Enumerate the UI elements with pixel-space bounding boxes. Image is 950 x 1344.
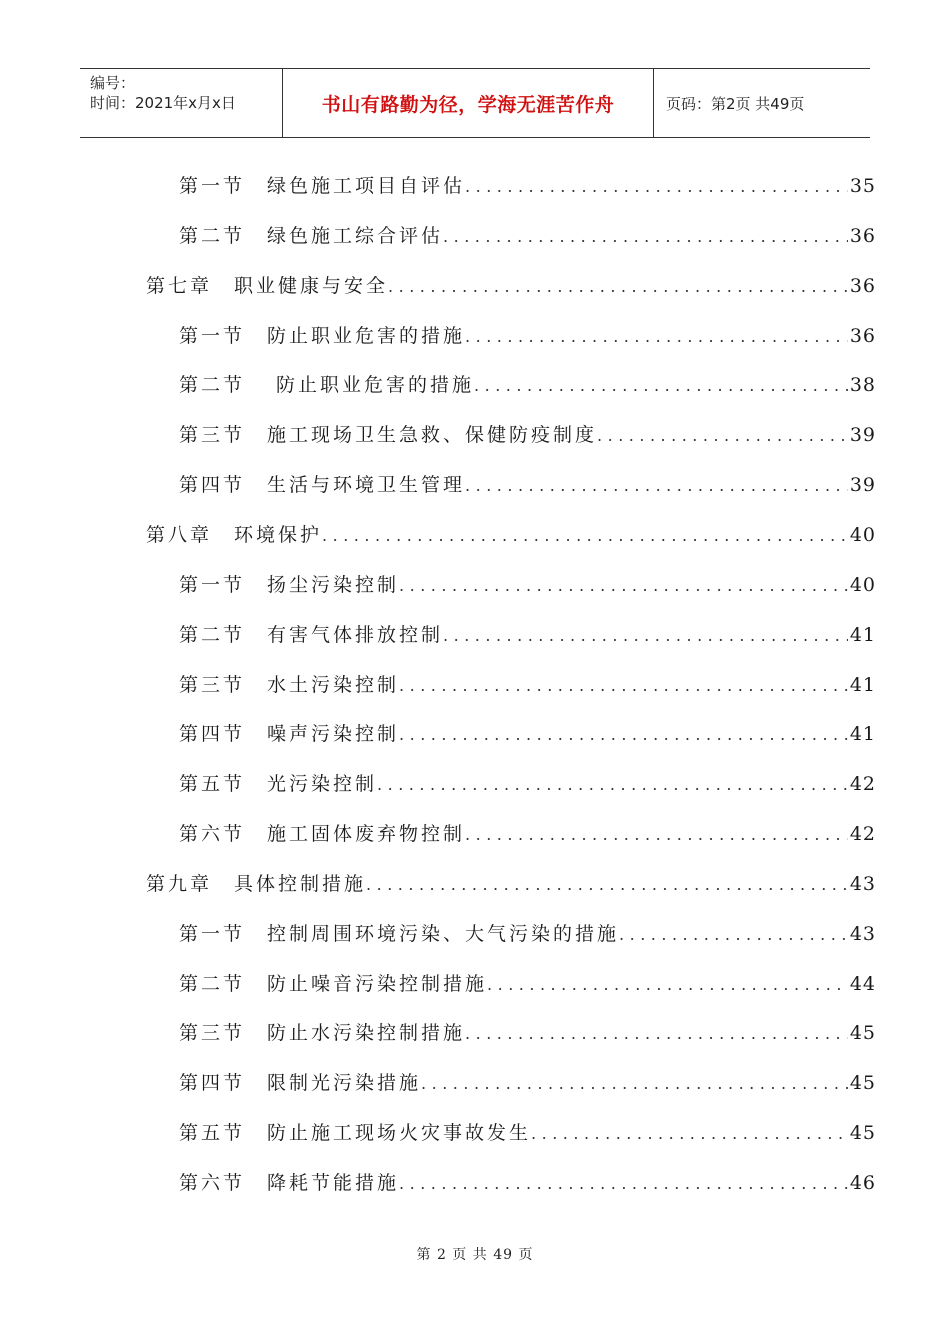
header-page-info: 页码：第2页 共49页 [666,94,805,113]
toc-section-entry[interactable] [179,420,876,450]
toc-entry-title: 第三节 防止水污染控制措施 [179,1022,466,1044]
document-number-label: 编号： [90,74,136,92]
toc-page-number: 40 [849,524,876,546]
toc-entry-title: 第五节 光污染控制 [179,773,378,795]
toc-entry-title: 第六节 降耗节能措施 [179,1172,400,1194]
toc-page-number: 35 [849,175,876,197]
toc-dot-leader [465,177,848,196]
toc-section-entry[interactable] [179,620,876,650]
toc-dot-leader [443,626,848,645]
toc-section-entry[interactable] [179,919,876,949]
toc-page-number: 41 [849,674,876,696]
toc-page-number: 39 [849,424,876,446]
toc-page-number: 44 [849,973,876,995]
toc-entry-title: 第一节 扬尘污染控制 [179,574,400,596]
toc-section-entry[interactable] [179,470,876,500]
toc-section-entry[interactable] [179,1018,876,1048]
toc-entry-title: 第八章 环境保护 [146,524,323,546]
toc-entry-title: 第一节 控制周围环境污染、大气污染的措施 [179,923,620,945]
header-motto-cell [282,69,654,137]
toc-entry-title: 第一节 绿色施工项目自评估 [179,175,466,197]
header-page-info-cell [654,69,870,137]
toc-dot-leader [377,775,848,794]
toc-entry-title: 第四节 生活与环境卫生管理 [179,474,466,496]
toc-entry-title: 第二节 绿色施工综合评估 [179,225,444,247]
header-meta [80,69,282,137]
toc-section-entry[interactable] [179,670,876,700]
toc-dot-leader [399,676,848,695]
toc-dot-leader [322,526,848,545]
toc-chapter-entry[interactable] [146,271,876,301]
toc-page-number: 39 [849,474,876,496]
toc-page-number: 36 [849,225,876,247]
toc-dot-leader [597,426,848,445]
toc-page-number: 36 [849,325,876,347]
toc-section-entry[interactable] [179,321,876,351]
toc-entry-title: 第九章 具体控制措施 [146,873,367,895]
toc-section-entry[interactable] [179,221,876,251]
toc-dot-leader [619,925,848,944]
toc-section-entry[interactable] [179,969,876,999]
toc-entry-title: 第三节 施工现场卫生急救、保健防疫制度 [179,424,598,446]
toc-entry-title: 第四节 限制光污染措施 [179,1072,422,1094]
toc-entry-title: 第二节 防止职业危害的措施 [179,374,475,396]
toc-section-entry[interactable] [179,769,876,799]
toc-page-number: 45 [849,1122,876,1144]
toc-dot-leader [474,376,848,395]
toc-page-number: 40 [849,574,876,596]
toc-entry-title: 第七章 职业健康与安全 [146,275,389,297]
toc-dot-leader [487,975,848,994]
toc-page-number: 43 [849,923,876,945]
toc-dot-leader [465,825,848,844]
toc-chapter-entry[interactable] [146,869,876,899]
toc-dot-leader [366,875,848,894]
toc-entry-title: 第二节 有害气体排放控制 [179,624,444,646]
toc-dot-leader [531,1124,848,1143]
page-footer: 第 2 页 共 49 页 [416,1247,534,1263]
toc-entry-title: 第二节 防止噪音污染控制措施 [179,973,488,995]
toc-page-number: 41 [849,624,876,646]
toc-dot-leader [388,277,848,296]
toc-page-number: 43 [849,873,876,895]
toc-page-number: 42 [849,823,876,845]
toc-dot-leader [399,725,848,744]
toc-page-number: 46 [849,1172,876,1194]
toc-entry-title: 第五节 防止施工现场火灾事故发生 [179,1122,532,1144]
toc-dot-leader [465,1024,848,1043]
toc-page-number: 36 [849,275,876,297]
toc-page-number: 38 [849,374,876,396]
toc-page-number: 45 [849,1072,876,1094]
toc-section-entry[interactable] [179,819,876,849]
document-date: 时间：2021年x月x日 [90,94,236,112]
toc-entry-title: 第三节 水土污染控制 [179,674,400,696]
toc-section-entry[interactable] [179,570,876,600]
toc-entry-title: 第四节 噪声污染控制 [179,723,400,745]
toc-page-number: 41 [849,723,876,745]
toc-entry-title: 第一节 防止职业危害的措施 [179,325,466,347]
toc-entry-title: 第六节 施工固体废弃物控制 [179,823,466,845]
toc-section-entry[interactable] [179,719,876,749]
toc-dot-leader [465,476,848,495]
header-motto: 书山有路勤为径，学海无涯苦作舟 [321,93,615,116]
toc-section-entry[interactable] [179,1118,876,1148]
toc-section-entry[interactable] [179,171,876,201]
toc-section-entry[interactable] [179,370,876,400]
toc-dot-leader [443,227,848,246]
toc-page-number: 42 [849,773,876,795]
toc-chapter-entry[interactable] [146,520,876,550]
toc-section-entry[interactable] [179,1068,876,1098]
toc-dot-leader [465,327,848,346]
toc-dot-leader [399,1174,848,1193]
toc-page-number: 45 [849,1022,876,1044]
toc-dot-leader [421,1074,848,1093]
toc-section-entry[interactable] [179,1168,876,1198]
toc-dot-leader [399,576,848,595]
page-header [80,68,870,138]
